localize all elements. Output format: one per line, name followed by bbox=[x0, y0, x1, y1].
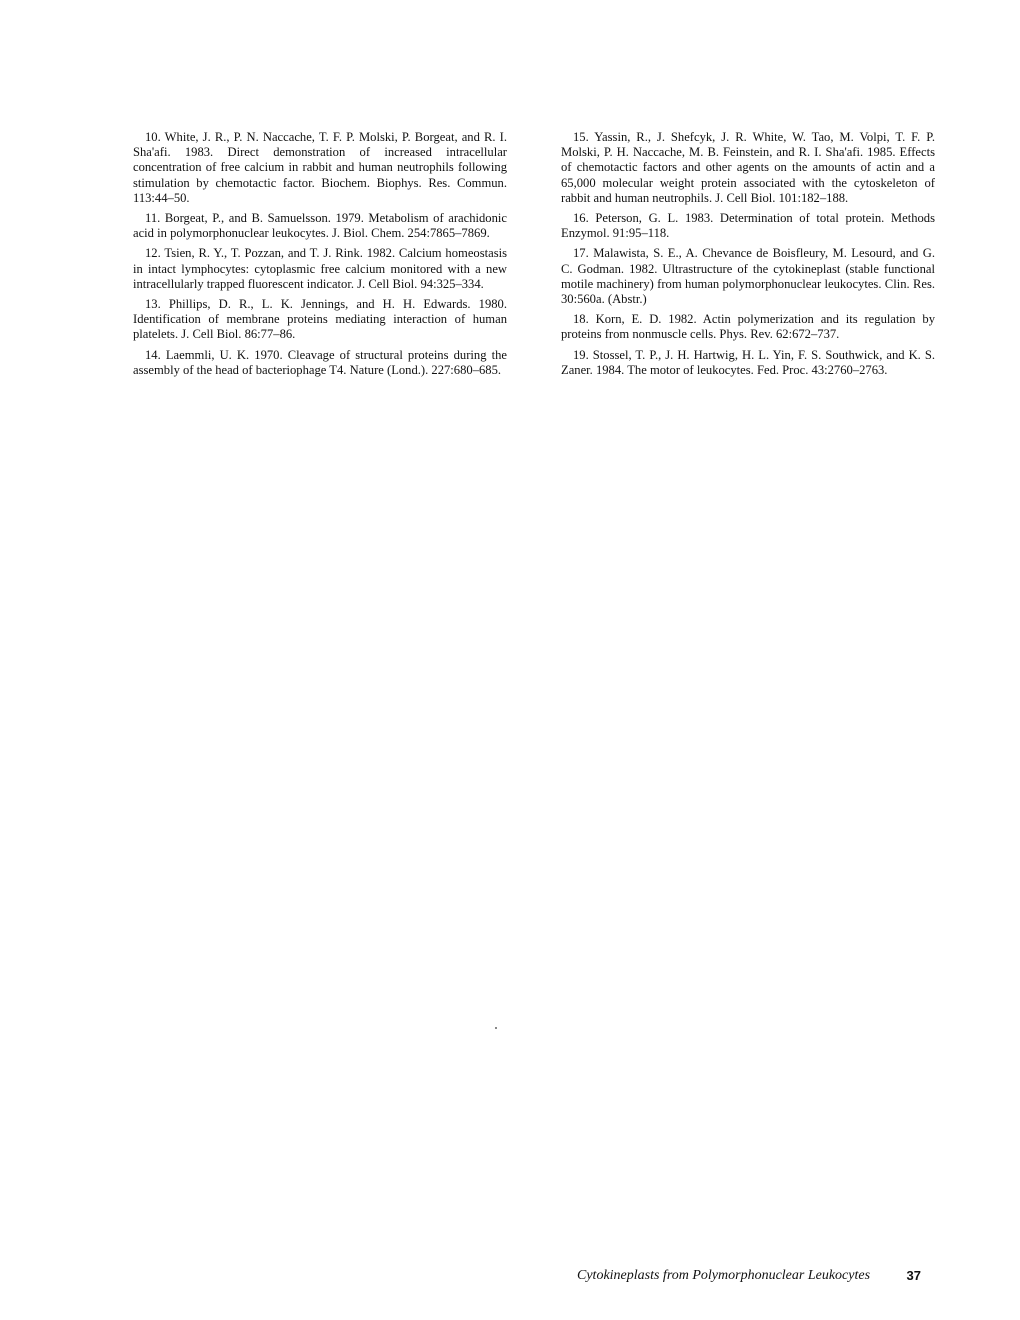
reference-column-right bbox=[561, 130, 935, 383]
reference-16: 16. Peterson, G. L. 1983. Determination of total protein. Methods Enzymol. 91:95–118. bbox=[561, 211, 936, 241]
reference-19: 19. Stossel, T. P., J. H. Hartwig, H. L. Yin, F. S. Southwick, and K. S. Zaner. 1984. The motor of leukocytes. Fed. Proc. 43:2760–2763. bbox=[561, 347, 935, 377]
reference-14: 14. Laemmli, U. K. 1970. Cleavage of structural proteins during the assembly of the head of bacteriophage T4. Nature (Lond.). 227:680–685. bbox=[133, 347, 507, 377]
page-footer bbox=[577, 1268, 937, 1288]
reference-12: 12. Tsien, R. Y., T. Pozzan, and T. J. Rink. 1982. Calcium homeostasis in intact lymphocytes: cytoplasmic free calcium monitored with a new intracellularly trapped fluorescent indicator. J. Cell Biol. 94:325–334. bbox=[133, 246, 507, 291]
reference-10: 10. White, J. R., P. N. Naccache, T. F. P. Molski, P. Borgeat, and R. I. Sha'afi. 1983. Direct demonstration of increased intracellular concentration of free calcium in rabbit and human neutrophils following stimulation by chemotactic factor. Biochem. Biophys. Res. Commun. 113:44–50. bbox=[133, 130, 507, 205]
reference-column-left bbox=[133, 130, 507, 383]
running-title: Cytokineplasts from Polymorphonuclear Leukocytes bbox=[577, 1268, 871, 1283]
reference-13: 13. Phillips, D. R., L. K. Jennings, and H. H. Edwards. 1980. Identification of membrane proteins mediating interaction of human platelets. J. Cell Biol. 86:77–86. bbox=[133, 297, 507, 342]
reference-11: 11. Borgeat, P., and B. Samuelsson. 1979. Metabolism of arachidonic acid in polymorphonuclear leukocytes. J. Biol. Chem. 254:7865–7869. bbox=[133, 211, 507, 241]
scan-speck bbox=[495, 1027, 497, 1029]
reference-18: 18. Korn, E. D. 1982. Actin polymerization and its regulation by proteins from nonmuscle cells. Phys. Rev. 62:672–737. bbox=[561, 312, 935, 342]
reference-17: 17. Malawista, S. E., A. Chevance de Boisfleury, M. Lesourd, and G. C. Godman. 1982. Ultrastructure of the cytokineplast (stable functional motile machinery) from human polymorphonuclear leukocytes. Clin. Res. 30:560a. (Abstr.) bbox=[561, 246, 935, 307]
reference-15: 15. Yassin, R., J. Shefcyk, J. R. White, W. Tao, M. Volpi, T. F. P. Molski, P. H. Naccache, M. B. Feinstein, and R. I. Sha'afi. 1985. Effects of chemotactic factors and other agents on the amounts of actin and a 65,000 molecular weight protein associated with the cytoskeleton of rabbit and human neutrophils. J. Cell Biol. 101:182–188. bbox=[561, 130, 936, 205]
page-number: 37 bbox=[906, 1268, 921, 1283]
